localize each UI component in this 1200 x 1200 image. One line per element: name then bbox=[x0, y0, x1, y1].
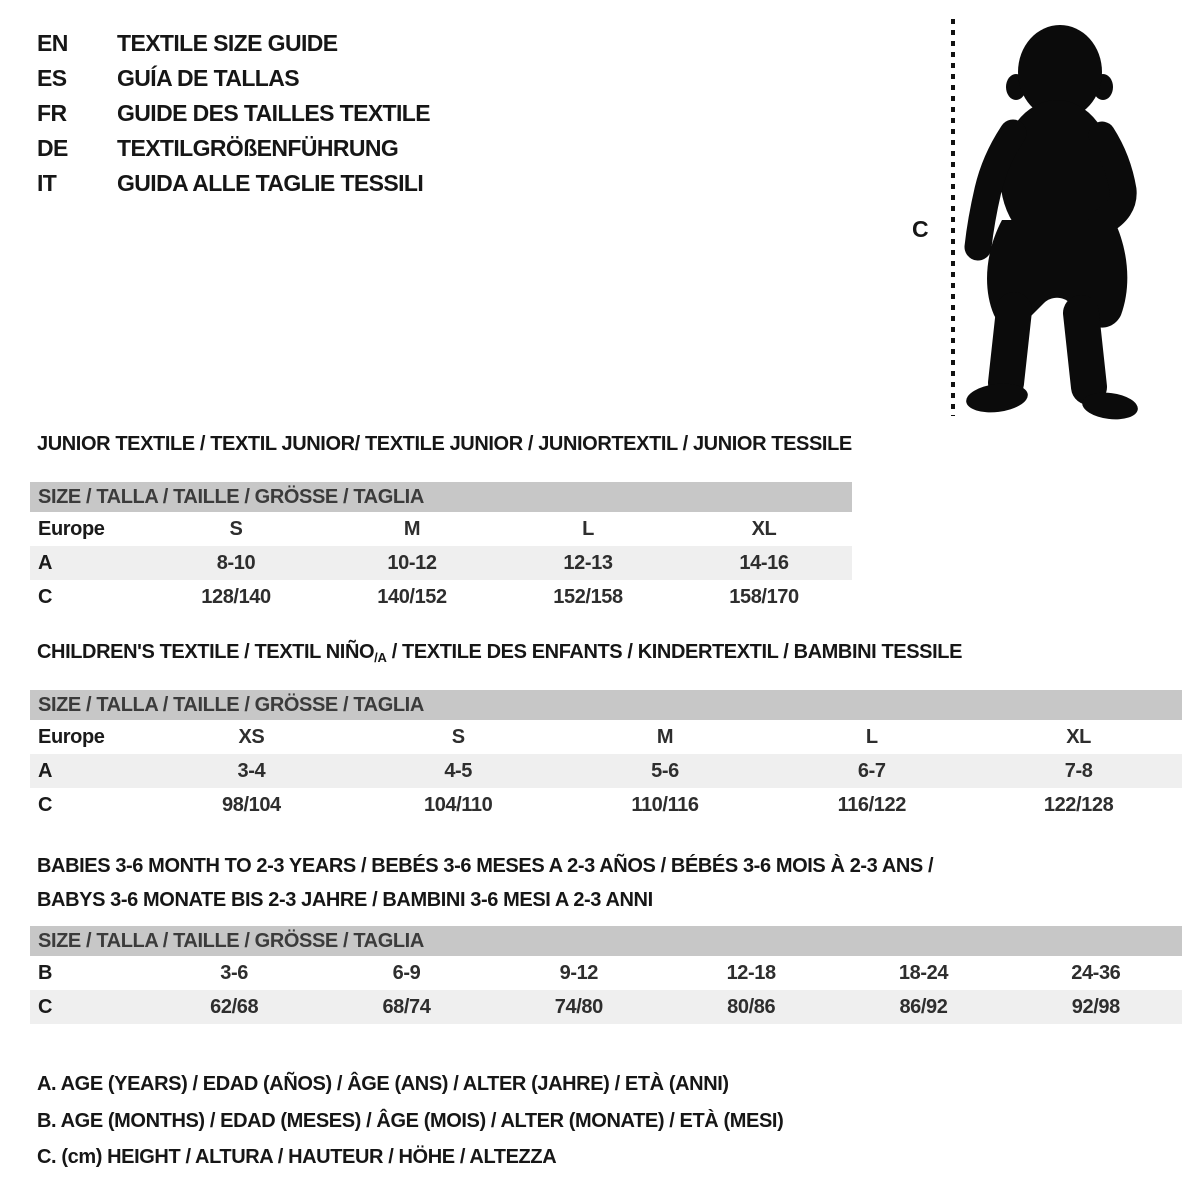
language-code: DE bbox=[37, 135, 68, 161]
row-label: C bbox=[38, 585, 53, 608]
table-row-height bbox=[30, 580, 852, 614]
babies-title-line1: BABIES 3-6 MONTH TO 2-3 YEARS / BEBÉS 3-6 MESES A 2-3 AÑOS / BÉBÉS 3-6 MOIS À 2-3 ANS / bbox=[37, 855, 934, 877]
row-label: A bbox=[38, 759, 53, 782]
children-title-prefix: CHILDREN'S TEXTILE / TEXTIL NIÑO bbox=[37, 641, 375, 663]
language-code: ES bbox=[37, 65, 67, 91]
size-cell: XS bbox=[238, 725, 265, 748]
age-cell: 8-10 bbox=[216, 551, 256, 574]
months-cell: 24-36 bbox=[1071, 961, 1121, 984]
children-section-title bbox=[37, 641, 962, 665]
toddler-silhouette-shape bbox=[965, 25, 1140, 420]
children-title-subscript: /A bbox=[374, 650, 387, 665]
months-cell: 9-12 bbox=[559, 961, 599, 984]
age-cell: 4-5 bbox=[444, 759, 473, 782]
babies-size-table bbox=[30, 956, 1182, 1024]
height-cell: 62/68 bbox=[210, 995, 259, 1018]
months-cell: 6-9 bbox=[392, 961, 421, 984]
children-size-table bbox=[30, 720, 1182, 822]
height-cell: 152/158 bbox=[553, 585, 623, 608]
babies-section-title bbox=[37, 849, 933, 917]
age-cell: 7-8 bbox=[1064, 759, 1093, 782]
guide-title-en: TEXTILE SIZE GUIDE bbox=[117, 30, 338, 56]
table-row-age bbox=[30, 754, 1182, 788]
height-cell: 104/110 bbox=[423, 793, 493, 816]
table-row-europe bbox=[30, 512, 852, 546]
size-cell: S bbox=[229, 517, 243, 540]
size-cell: S bbox=[451, 725, 465, 748]
months-cell: 3-6 bbox=[220, 961, 249, 984]
size-cell: L bbox=[865, 725, 878, 748]
legend-line-b: B. AGE (MONTHS) / EDAD (MESES) / ÂGE (MOIS) / ALTER (MONATE) / ETÀ (MESI) bbox=[37, 1109, 784, 1132]
height-cell: 74/80 bbox=[554, 995, 603, 1018]
height-cell: 86/92 bbox=[899, 995, 948, 1018]
language-code: FR bbox=[37, 100, 67, 126]
language-row-fr bbox=[37, 96, 430, 131]
language-code: IT bbox=[37, 170, 57, 196]
row-label: C bbox=[38, 995, 53, 1018]
height-measure-label: C bbox=[912, 216, 929, 242]
age-cell: 6-7 bbox=[857, 759, 886, 782]
guide-title-de: TEXTILGRÖßENFÜHRUNG bbox=[117, 135, 399, 161]
row-label: Europe bbox=[38, 517, 105, 540]
language-code: EN bbox=[37, 30, 68, 56]
toddler-figure bbox=[950, 15, 1145, 420]
table-row-age bbox=[30, 546, 852, 580]
language-title-list bbox=[37, 26, 430, 201]
guide-title-it: GUIDA ALLE TAGLIE TESSILI bbox=[117, 170, 424, 196]
age-cell: 10-12 bbox=[387, 551, 437, 574]
size-cell: M bbox=[403, 517, 421, 540]
age-cell: 5-6 bbox=[651, 759, 679, 782]
months-cell: 18-24 bbox=[898, 961, 949, 984]
age-cell: 12-13 bbox=[563, 551, 613, 574]
height-cell: 140/152 bbox=[377, 585, 447, 608]
junior-section-title: JUNIOR TEXTILE / TEXTIL JUNIOR/ TEXTILE JUNIOR / JUNIORTEXTIL / JUNIOR TESSILE bbox=[37, 433, 852, 455]
legend-line-c: C. (cm) HEIGHT / ALTURA / HAUTEUR / HÖHE / ALTEZZA bbox=[37, 1146, 557, 1168]
age-cell: 3-4 bbox=[237, 759, 266, 782]
children-size-header-bar: SIZE / TALLA / TAILLE / GRÖSSE / TAGLIA bbox=[30, 690, 1182, 720]
row-label: B bbox=[38, 961, 53, 984]
table-row-height bbox=[30, 990, 1182, 1024]
children-title-suffix: / TEXTILE DES ENFANTS / KINDERTEXTIL / BAMBINI TESSILE bbox=[386, 641, 963, 663]
language-row-de bbox=[37, 131, 430, 166]
height-cell: 116/122 bbox=[837, 793, 906, 816]
height-cell: 80/86 bbox=[727, 995, 776, 1018]
row-label: A bbox=[38, 551, 53, 574]
height-cell: 98/104 bbox=[222, 793, 281, 816]
language-row-en bbox=[37, 26, 430, 61]
height-cell: 122/128 bbox=[1043, 793, 1114, 816]
height-cell: 68/74 bbox=[382, 995, 431, 1018]
height-cell: 128/140 bbox=[201, 585, 271, 608]
age-cell: 14-16 bbox=[739, 551, 789, 574]
babies-size-header-bar: SIZE / TALLA / TAILLE / GRÖSSE / TAGLIA bbox=[30, 926, 1182, 956]
measurement-legend bbox=[37, 1066, 783, 1176]
size-cell: XL bbox=[751, 517, 777, 540]
table-row-height bbox=[30, 788, 1182, 822]
size-cell: M bbox=[656, 725, 674, 748]
table-row-months bbox=[30, 956, 1182, 990]
guide-title-fr: GUIDE DES TAILLES TEXTILE bbox=[117, 100, 430, 126]
height-cell: 92/98 bbox=[1071, 995, 1120, 1018]
junior-size-table bbox=[30, 512, 852, 614]
row-label: Europe bbox=[38, 725, 105, 748]
height-cell: 110/116 bbox=[631, 793, 699, 816]
row-label: C bbox=[38, 793, 53, 816]
months-cell: 12-18 bbox=[726, 961, 776, 984]
height-cell: 158/170 bbox=[729, 585, 799, 608]
language-row-it bbox=[37, 166, 430, 201]
junior-size-header-bar: SIZE / TALLA / TAILLE / GRÖSSE / TAGLIA bbox=[30, 482, 852, 512]
table-row-europe bbox=[30, 720, 1182, 754]
legend-line-a: A. AGE (YEARS) / EDAD (AÑOS) / ÂGE (ANS) / ALTER (JAHRE) / ETÀ (ANNI) bbox=[37, 1073, 729, 1095]
toddler-silhouette-icon bbox=[950, 15, 1145, 420]
language-row-es bbox=[37, 61, 430, 96]
babies-title-line2: BABYS 3-6 MONATE BIS 2-3 JAHRE / BAMBINI 3-6 MESI A 2-3 ANNI bbox=[37, 889, 653, 911]
guide-title-es: GUÍA DE TALLAS bbox=[117, 65, 299, 91]
size-cell: XL bbox=[1066, 725, 1091, 748]
size-cell: L bbox=[582, 517, 594, 540]
